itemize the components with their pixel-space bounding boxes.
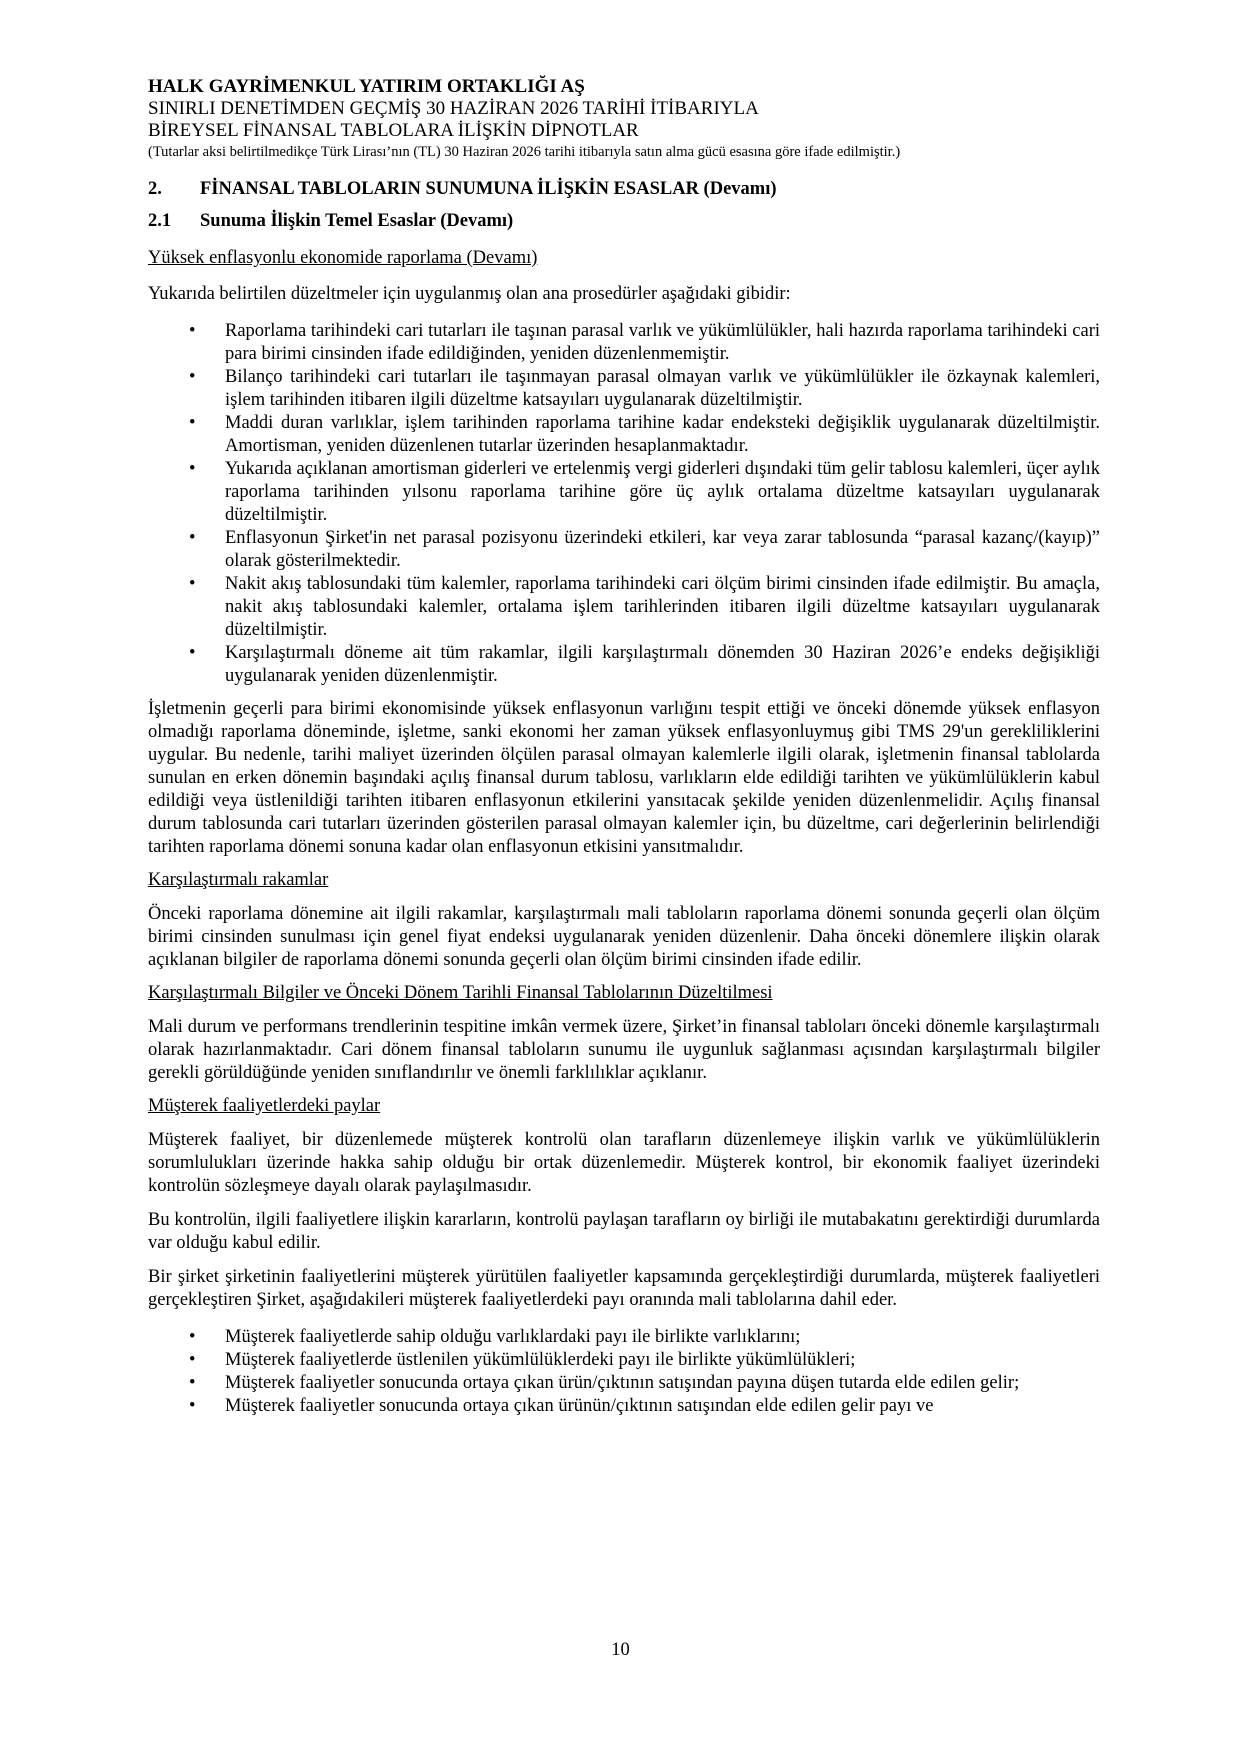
section-number: 2. — [148, 179, 162, 199]
comparative-figures-paragraph: Önceki raporlama dönemine ait ilgili rakamlar, karşılaştırmalı mali tabloların raporlama dönemi sonunda geçerli olan ölçüm birimi cinsinden sunulması için genel fiyat endeksi uygulanarak yeniden düzenlenir. Daha önceki dönemlere ilişkin olarak açıklanan bilgiler de raporlama dönemi sonunda geçerli olan ölçüm birimi cinsinden ifade edilir. — [148, 904, 1100, 970]
restatement-paragraph: Mali durum ve performans trendlerinin tespitine imkân vermek üzere, Şirket’in finansal tabloları önceki dönemle karşılaştırmalı olarak hazırlanmaktadır. Cari dönem finansal tabloların sunumu ile uygunluk sağlanması açısından karşılaştırmalı bilgiler gerekli görüldüğünde yeniden sınıflandırılır ve önemli farklılıklar açıklanır. — [148, 1017, 1100, 1083]
bullet-icon: • — [189, 367, 196, 387]
list-item: • Yukarıda açıklanan amortisman giderleri ve ertelenmiş vergi giderleri dışındaki tüm gelir tablosu kalemleri, üçer aylık raporlama tarihinden yılsonu raporlama tarihine göre üç aylık ortalama düzeltme katsayıları uygulanarak düzeltilmiştir. — [189, 459, 1100, 525]
subsection-heading — [148, 210, 1100, 233]
joint-operations-paragraph-1: Müşterek faaliyet, bir düzenlemede müşterek kontrolü olan tarafların düzenlemeye ilişkin varlık ve yükümlülüklerin sorumlulukları üzerinde hakka sahip olduğu bir ortak düzenlemedir. Müşterek kontrol, bir ekonomik faaliyet üzerindeki kontrolün sözleşmeye dayalı olarak paylaşılmasıdır. — [148, 1130, 1100, 1196]
list-item: • Maddi duran varlıklar, işlem tarihinden raporlama tarihine kadar endeksteki değişiklik uygulanarak düzeltilmiştir. Amortisman, yeniden düzenlenen tutarlar üzerinden hesaplanmaktadır. — [189, 413, 1100, 456]
company-name: HALK GAYRİMENKUL YATIRIM ORTAKLIĞI AŞ — [148, 76, 585, 97]
bullet-icon: • — [189, 1373, 196, 1393]
list-item: • Enflasyonun Şirket'in net parasal pozisyonu üzerindeki etkileri, kar veya zarar tablosunda “parasal kazanç/(kayıp)” olarak gösterilmektedir. — [189, 528, 1100, 571]
bullet-icon: • — [189, 1350, 196, 1370]
list-item: • Müşterek faaliyetler sonucunda ortaya çıkan ürün/çıktının satışından payına düşen tutarda elde edilen gelir; — [189, 1373, 1020, 1393]
page-header — [148, 76, 1108, 162]
page-number: 10 — [611, 1640, 630, 1660]
bullet-icon: • — [189, 1327, 196, 1347]
hyperinflation-paragraph: İşletmenin geçerli para birimi ekonomisinde yüksek enflasyonun varlığını tespit ettiği ve önceki dönemde yüksek enflasyon olmadığı raporlama döneminde, işletme, sanki ekonomi her zaman yüksek enflasyonluymuş gibi TMS 29'un gerekliliklerini uygular. Bu nedenle, tarihi maliyet üzerinden ölçülen parasal olmayan kalemlerle ilgili olarak, işletmenin finansal tablolarda sunulan en erken dönemin başındaki açılış finansal durum tablosu, varlıkların elde edildiği tarihten ve yükümlülüklerin kabul edildiği veya üstlenildiği tarihten itibaren enflasyonun etkilerini yansıtacak şekilde yeniden düzenlenmelidir. Açılış finansal durum tablosunda cari tutarları üzerinden gösterilen parasal olmayan kalemler için, bu düzeltme, cari değerlerinin belirlendiği tarihten raporlama dönemi sonuna kadar olan enflasyonun etkisini yansıtmalıdır. — [148, 699, 1100, 857]
joint-operations-heading: Müşterek faaliyetlerdeki paylar — [148, 1096, 381, 1116]
list-item: • Müşterek faaliyetler sonucunda ortaya çıkan ürünün/çıktının satışından elde edilen gelir payı ve — [189, 1396, 934, 1416]
bullet-icon: • — [189, 1396, 196, 1416]
bullet-icon: • — [189, 321, 196, 341]
joint-operations-paragraph-3: Bir şirket şirketinin faaliyetlerini müşterek yürütülen faaliyetler kapsamında gerçekleştirdiği durumlarda, müşterek faaliyetleri gerçekleştiren Şirket, aşağıdakileri müşterek faaliyetlerdeki payı oranında mali tablolarına dahil eder. — [148, 1267, 1100, 1310]
procedures-list — [148, 320, 1100, 688]
section-heading — [148, 178, 1100, 201]
list-item: • Nakit akış tablosundaki tüm kalemler, raporlama tarihindeki cari ölçüm birimi cinsinden ifade edilmiştir. Bu amaçla, nakit akış tablosundaki kalemler, ortalama işlem tarihlerinden itibaren ilgili düzeltme katsayıları uygulanarak düzeltilmiştir. — [189, 574, 1100, 640]
bullet-icon: • — [189, 528, 196, 548]
list-item: • Bilanço tarihindeki cari tutarları ile taşınmayan parasal olmayan varlık ve yükümlülükler ile özkaynak kalemleri, işlem tarihinden itibaren ilgili düzeltme katsayıları uygulanarak düzeltilmiştir. — [189, 367, 1100, 410]
report-notes-line: BİREYSEL FİNANSAL TABLOLARA İLİŞKİN DİPNOTLAR — [148, 120, 639, 141]
currency-note: (Tutarlar aksi belirtilmedikçe Türk Lirası’nın (TL) 30 Haziran 2026 tarihi itibarıyla satın alma gücü esasına göre ifade edilmiştir.) — [148, 144, 901, 160]
procedures-intro: Yukarıda belirtilen düzeltmeler için uygulanmış olan ana prosedürler aşağıdaki gibidir: — [148, 284, 791, 304]
bullet-icon: • — [189, 643, 196, 663]
restatement-heading: Karşılaştırmalı Bilgiler ve Önceki Dönem Tarihli Finansal Tablolarının Düzeltilmesi — [148, 983, 773, 1003]
list-item: • Karşılaştırmalı döneme ait tüm rakamlar, ilgili karşılaştırmalı dönemden 30 Haziran 2026’e endeks değişikliği uygulanarak yeniden düzenlenmiştir. — [189, 643, 1100, 686]
section-title: FİNANSAL TABLOLARIN SUNUMUNA İLİŞKİN ESASLAR (Devamı) — [200, 179, 777, 199]
page-body — [148, 178, 1100, 1418]
list-item: • Raporlama tarihindeki cari tutarları ile taşınan parasal varlık ve yükümlülükler, hali hazırda raporlama tarihindeki cari para birimi cinsinden ifade edildiğinden, yeniden düzenlenmemiştir. — [189, 321, 1100, 364]
bullet-icon: • — [189, 459, 196, 479]
comparative-figures-heading: Karşılaştırmalı rakamlar — [148, 870, 329, 890]
subsection-title: Sunuma İlişkin Temel Esaslar (Devamı) — [200, 211, 514, 231]
bullet-icon: • — [189, 574, 196, 594]
list-item: • Müşterek faaliyetlerde üstlenilen yükümlülüklerdeki payı ile birlikte yükümlülükleri; — [189, 1350, 856, 1370]
hyperinflation-heading: Yüksek enflasyonlu ekonomide raporlama (Devamı) — [148, 248, 538, 268]
joint-operations-list — [148, 1326, 1100, 1418]
subsection-number: 2.1 — [148, 211, 172, 231]
list-item: • Müşterek faaliyetlerde sahip olduğu varlıklardaki payı ile birlikte varlıklarını; — [189, 1327, 801, 1347]
joint-operations-paragraph-2: Bu kontrolün, ilgili faaliyetlere ilişkin kararların, kontrolü paylaşan tarafların oy birliği ile mutabakatını gerektirdiği durumlarda var olduğu kabul edilir. — [148, 1210, 1100, 1253]
report-period-line: SINIRLI DENETİMDEN GEÇMİŞ 30 HAZİRAN 2026 TARİHİ İTİBARIYLA — [148, 98, 759, 119]
bullet-icon: • — [189, 413, 196, 433]
